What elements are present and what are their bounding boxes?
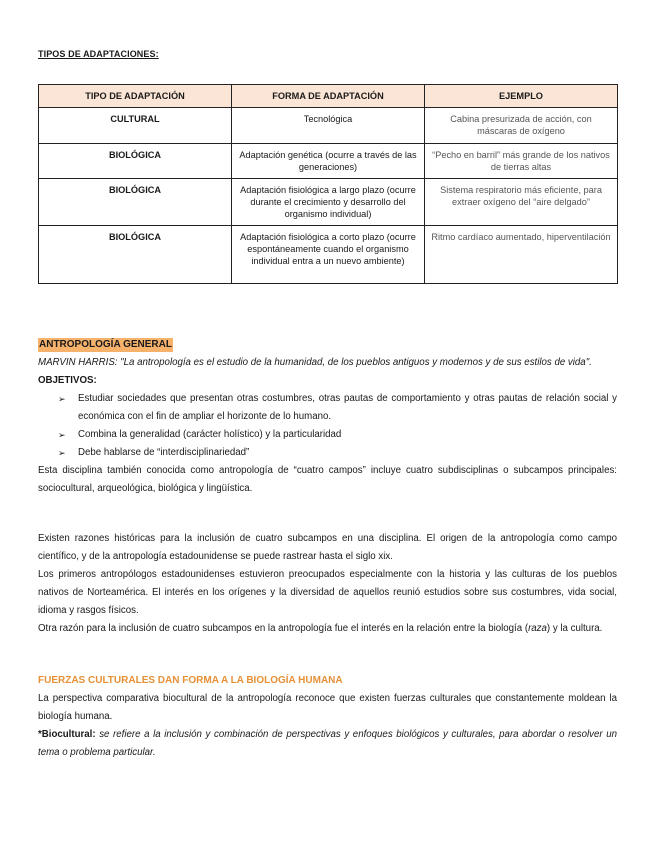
objetivos-label: OBJETIVOS: xyxy=(38,375,97,386)
arrow-bullet-icon: ➢ xyxy=(58,430,66,440)
table-header-row xyxy=(39,85,618,108)
objetivos-list xyxy=(38,390,617,462)
tipos-title: TIPOS DE ADAPTACIONES: xyxy=(38,49,159,59)
cell-ejemplo: Sistema respiratorio más eficiente, para extraer oxígeno del “aire delgado” xyxy=(425,179,618,226)
cell-forma: Tecnológica xyxy=(232,108,425,144)
adaptations-table xyxy=(38,84,618,284)
cell-tipo: BIOLÓGICA xyxy=(39,144,232,179)
cell-ejemplo: Cabina presurizada de acción, con máscaras de oxígeno xyxy=(425,108,618,144)
biocultural-paragraph: *Biocultural: se refiere a la inclusión y combinación de perspectivas y enfoques biológicos y culturales, para abordar o resolver un tema o problema particular. xyxy=(38,729,617,758)
arrow-bullet-icon: ➢ xyxy=(58,394,66,404)
table-row xyxy=(39,108,618,144)
fuerzas-section xyxy=(38,672,617,762)
cell-ejemplo: “Pecho en barril” más grande de los nativos de tierras altas xyxy=(425,144,618,179)
cell-ejemplo: Ritmo cardíaco aumentado, hiperventilación xyxy=(425,226,618,284)
antropologia-title: ANTROPOLOGÍA GENERAL xyxy=(39,339,172,350)
razones-paragraph-1: Existen razones históricas para la inclusión de cuatro subcampos en una disciplina. El origen de la antropología como campo científico, y de la antropología estadounidense se puede rastrear hasta el siglo xix. xyxy=(38,533,617,562)
list-item: ➢ Estudiar sociedades que presentan otras costumbres, otras pautas de comportamiento y otras pautas de relación social y económica con el fin de ampliar el horizonte de lo humano. xyxy=(38,390,617,426)
cuatro-campos-paragraph: Esta disciplina también conocida como antropología de “cuatro campos” incluye cuatro subdisciplinas o subcampos principales: sociocultural, arqueológica, biológica y lingüística. xyxy=(38,465,617,494)
cell-forma: Adaptación genética (ocurre a través de las generaciones) xyxy=(232,144,425,179)
fuerzas-paragraph: La perspectiva comparativa biocultural de la antropología reconoce que existen fuerzas culturales que constantemente moldean la biología humana. xyxy=(38,693,617,722)
cell-forma: Adaptación fisiológica a corto plazo (ocurre espontáneamente cuando el organismo individual entra a un nuevo ambiente) xyxy=(232,226,425,284)
arrow-bullet-icon: ➢ xyxy=(58,448,66,458)
list-item: ➢ Debe hablarse de “interdisciplinariedad” xyxy=(38,444,617,462)
razones-section xyxy=(38,530,617,638)
antropologia-section xyxy=(38,336,617,498)
table-row xyxy=(39,179,618,226)
list-item: ➢ Combina la generalidad (carácter holístico) y la particularidad xyxy=(38,426,617,444)
razones-paragraph-2: Los primeros antropólogos estadounidenses estuvieron preocupados especialmente con la historia y las culturas de los pueblos nativos de Norteamérica. El interés en los orígenes y la diversidad de aquellos reunió estudios sobre sus costumbres, vida social, idioma y rasgos físicos. xyxy=(38,569,617,616)
cell-tipo: BIOLÓGICA xyxy=(39,226,232,284)
header-tipo: TIPO DE ADAPTACIÓN xyxy=(39,85,232,108)
header-forma: FORMA DE ADAPTACIÓN xyxy=(232,85,425,108)
header-ejemplo: EJEMPLO xyxy=(425,85,618,108)
fuerzas-title: FUERZAS CULTURALES DAN FORMA A LA BIOLOGÍA HUMANA xyxy=(38,675,343,686)
cell-forma: Adaptación fisiológica a largo plazo (ocurre durante el crecimiento y desarrollo del organismo individual) xyxy=(232,179,425,226)
cell-tipo: BIOLÓGICA xyxy=(39,179,232,226)
table-row xyxy=(39,226,618,284)
table-row xyxy=(39,144,618,179)
harris-quote: MARVIN HARRIS: "La antropología es el estudio de la humanidad, de los pueblos antiguos y modernos y de sus estilos de vida". xyxy=(38,357,592,368)
cell-tipo: CULTURAL xyxy=(39,108,232,144)
razones-paragraph-3: Otra razón para la inclusión de cuatro subcampos en la antropología fue el interés en la relación entre la biología (raza) y la cultura. xyxy=(38,623,603,634)
